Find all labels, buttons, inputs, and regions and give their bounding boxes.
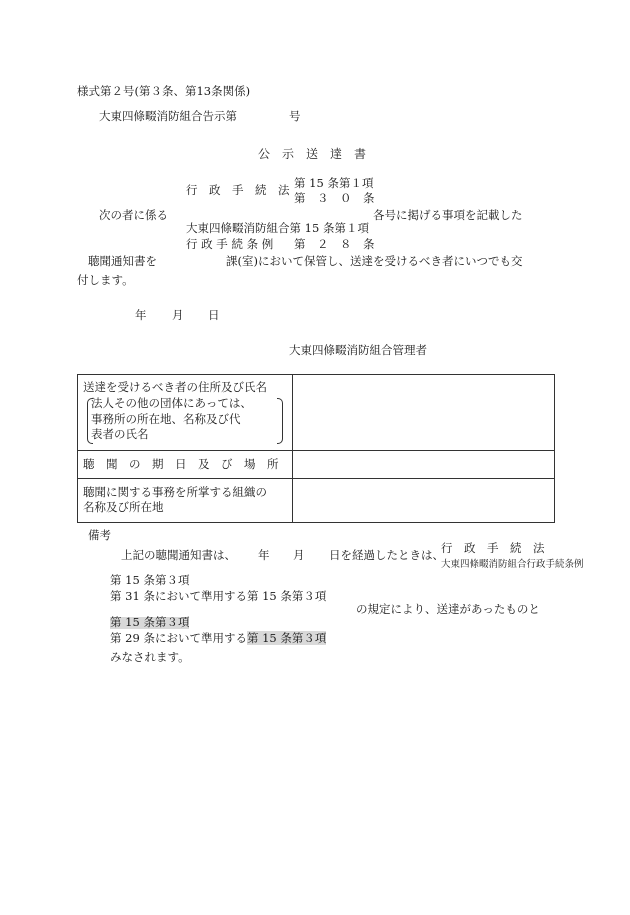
remarks-ref-4-highlight: 第 15 条第３項 <box>246 631 327 645</box>
remarks-line1-a: 上記の聴聞通知書は、 <box>121 548 236 562</box>
ordinance-name: 行 政 手 続 条 例 <box>186 237 274 251</box>
remarks-ref-2: 第 31 条において準用する第 15 条第３項 <box>110 589 327 603</box>
row3-label-line2: 名称及び所在地 <box>83 500 164 514</box>
remarks-continuation: の規定により、送達があったものと <box>356 602 540 616</box>
law-lead-text: 次の者に係る <box>99 208 168 222</box>
law-trail-text: 各号に掲げる事項を記載した <box>373 208 523 222</box>
remarks-year: 年 <box>258 548 270 562</box>
remarks-ref-3: 第 15 条第３項 <box>110 615 190 629</box>
row1-note-line1: 法人その他の団体にあっては、 <box>91 396 252 410</box>
table-row-line <box>78 450 554 451</box>
law-ref-3: 大東四條畷消防組合第 15 条第１項 <box>186 221 369 235</box>
remarks-heading: 備考 <box>88 528 111 542</box>
law-ref-2: 第 ３ ０ 条 <box>294 191 375 205</box>
notice-suffix: 号 <box>289 109 301 123</box>
table-divider <box>292 375 293 522</box>
remarks-line1-b: 日を経過したときは、 <box>329 548 444 562</box>
table-row-line <box>78 478 554 479</box>
date-month: 月 <box>172 308 184 322</box>
remarks-ref-4: 第 29 条において準用する第 15 条第３項 <box>110 631 327 645</box>
form-label: 様式第２号(第３条、第13条関係) <box>77 84 251 98</box>
notice-prefix: 大東四條畷消防組合告示第 <box>99 109 237 123</box>
row1-note-line2: 事務所の所在地、名称及び代 <box>91 412 241 426</box>
remarks-closing: みなされます。 <box>110 650 190 664</box>
remarks-law-top: 行 政 手 続 法 <box>441 541 545 555</box>
date-year: 年 <box>135 308 147 322</box>
row2-label: 聴 聞 の 期 日 及 び 場 所 <box>83 457 279 471</box>
body-line1-b: 課(室)において保管し、送達を受けるべき者にいつでも交 <box>226 254 523 268</box>
info-table <box>77 374 555 523</box>
page-title: 公 示 送 達 書 <box>258 147 367 161</box>
row1-note-line3: 表者の氏名 <box>91 427 149 441</box>
law-name-top: 行 政 手 続 法 <box>186 183 290 197</box>
row3-label-line1: 聴聞に関する事務を所掌する組織の <box>83 485 267 499</box>
body-line1-a: 聴聞通知書を <box>88 254 157 268</box>
issuer: 大東四條畷消防組合管理者 <box>289 343 427 357</box>
remarks-ref-1: 第 15 条第３項 <box>110 573 190 587</box>
date-day: 日 <box>208 308 220 322</box>
remarks-law-bottom: 大東四條畷消防組合行政手続条例 <box>441 559 584 570</box>
law-ref-4: 第 ２ ８ 条 <box>294 237 375 251</box>
right-bracket <box>277 398 283 444</box>
law-ref-1: 第 15 条第１項 <box>294 176 374 190</box>
body-line2: 付します。 <box>77 273 134 287</box>
remarks-month: 月 <box>293 548 305 562</box>
row1-label: 送達を受けるべき者の住所及び氏名 <box>83 380 267 394</box>
